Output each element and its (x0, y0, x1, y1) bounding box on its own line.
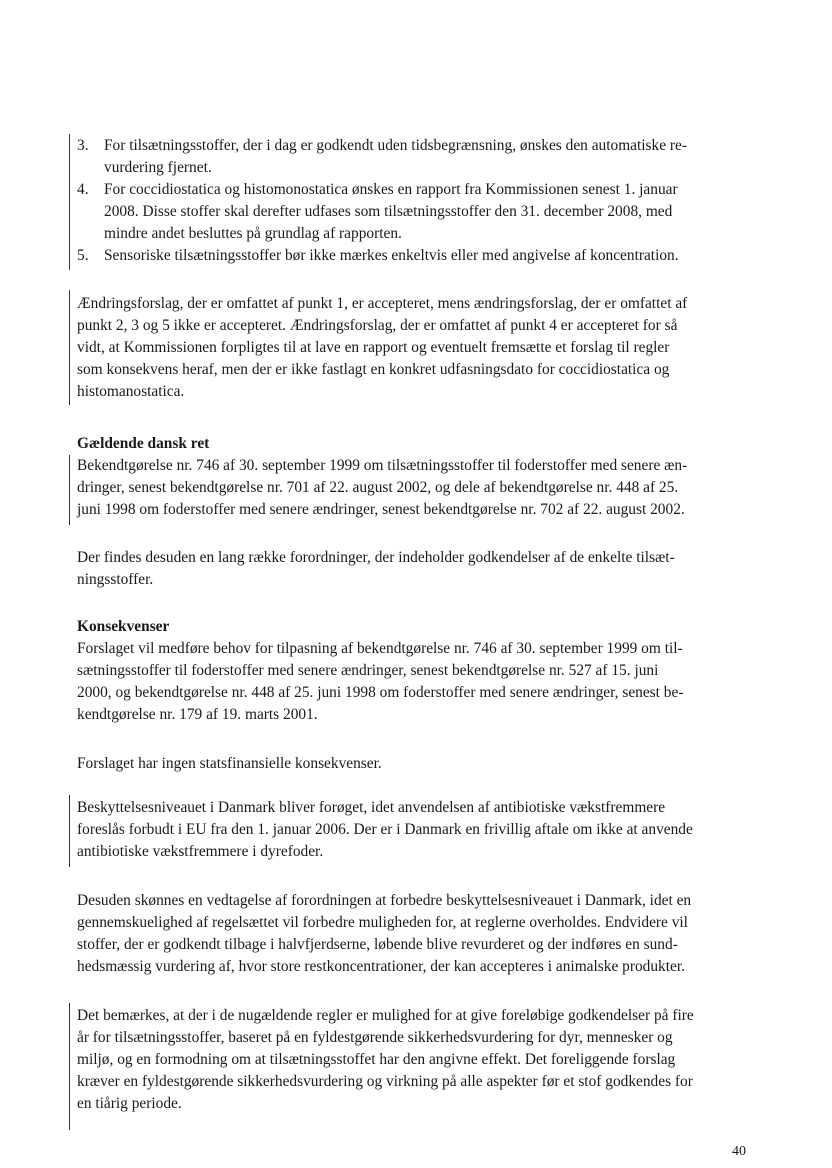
text-line: Bekendtgørelse nr. 746 af 30. september 1999 om tilsætningsstoffer til foderstoffer med senere æn- (77, 457, 688, 474)
change-bar (69, 1003, 70, 1130)
paragraph-beskyttelse (77, 797, 749, 863)
list-item (77, 245, 749, 267)
text-line: foreslås forbudt i EU fra den 1. januar 2006. Der er i Danmark en frivillig aftale om ikke at anvende (77, 821, 693, 838)
paragraph-bemaerkes (77, 1005, 749, 1115)
text-line: en tiårig periode. (77, 1095, 182, 1112)
section-heading: Konsekvenser (77, 618, 170, 635)
text-line: dringer, senest bekendtgørelse nr. 701 af 22. august 2002, og dele af bekendtgørelse nr. 448 af 25. (77, 479, 679, 496)
section-gaeldende (77, 433, 749, 521)
change-bar (69, 795, 70, 867)
paragraph-forordninger (77, 547, 749, 591)
text-line: 2000, og bekendtgørelse nr. 448 af 25. juni 1998 om foderstoffer med senere ændringer, senest be- (77, 684, 684, 701)
text-line: hedsmæssig vurdering af, hvor store restkoncentrationer, der kan accepteres i animalske produkter. (77, 958, 685, 975)
text-line: For coccidiostatica og histomonostatica ønskes en rapport fra Kommissionen senest 1. januar (104, 181, 678, 198)
text-line: år for tilsætningsstoffer, baseret på en fyldestgørende sikkerhedsvurdering for dyr, mennesker og (77, 1029, 673, 1046)
list-item (77, 135, 749, 179)
text-line: ningsstoffer. (77, 571, 154, 588)
text-line: miljø, og en formodning om at tilsætningsstoffet har den angivne effekt. Det foreliggende forslag (77, 1051, 676, 1068)
text-line: som konsekvens heraf, men der er ikke fastlagt en konkret udfasningsdato for coccidiostatica og (77, 361, 670, 378)
list-item (77, 179, 749, 245)
text-line: kendtgørelse nr. 179 af 19. marts 2001. (77, 706, 318, 723)
text-line: kræver en fyldestgørende sikkerhedsvurdering og virkning på alle aspekter før et stof godkendes for (77, 1073, 693, 1090)
text-line: vidt, at Kommissionen forpligtes til at lave en rapport og eventuelt fremsætte et forslag til regler (77, 339, 670, 356)
text-line: Sensoriske tilsætningsstoffer bør ikke mærkes enkeltvis eller med angivelse af koncentration. (104, 247, 679, 264)
text-line: 2008. Disse stoffer skal derefter udfases som tilsætningsstoffer den 31. december 2008, med (104, 203, 673, 220)
change-bar (69, 134, 70, 270)
text-line: mindre andet besluttes på grundlag af rapporten. (104, 225, 402, 242)
change-bar (69, 455, 70, 525)
section-heading: Gældende dansk ret (77, 435, 210, 452)
text-line: histomanostatica. (77, 383, 185, 400)
text-line: Desuden skønnes en vedtagelse af forordningen at forbedre beskyttelsesniveauet i Danmark, idet en (77, 892, 692, 909)
text-line: Forslaget vil medføre behov for tilpasning af bekendtgørelse nr. 746 af 30. september 1999 om til- (77, 640, 683, 657)
text-line: Det bemærkes, at der i de nugældende regler er mulighed for at give foreløbige godkendelser på fire (77, 1007, 694, 1024)
text-line: juni 1998 om foderstoffer med senere ændringer, senest bekendtgørelse nr. 702 af 22. august 2002. (77, 501, 685, 518)
paragraph-statsfinansielle (77, 753, 749, 775)
text-line: sætningsstoffer til foderstoffer med senere ændringer, senest bekendtgørelse nr. 527 af 15. juni (77, 662, 659, 679)
paragraph-desuden (77, 890, 749, 978)
change-bar (69, 290, 70, 405)
page-number: 40 (732, 1144, 746, 1159)
text-line: Forslaget har ingen statsfinansielle konsekvenser. (77, 755, 382, 772)
section-konsekvenser (77, 616, 749, 726)
list-number: 5. (77, 247, 89, 264)
text-line: Der findes desuden en lang række forordninger, der indeholder godkendelser af de enkelte tilsæt- (77, 549, 675, 566)
text-line: For tilsætningsstoffer, der i dag er godkendt uden tidsbegrænsning, ønskes den automatiske re- (104, 137, 687, 154)
text-line: stoffer, der er godkendt tilbage i halvfjerdserne, løbende blive revurderet og der indføres en sund- (77, 936, 678, 953)
text-line: Ændringsforslag, der er omfattet af punkt 1, er accepteret, mens ændringsforslag, der er omfattet af (77, 295, 688, 312)
numbered-list (77, 135, 749, 267)
list-number: 4. (77, 181, 89, 198)
text-line: Beskyttelsesniveauet i Danmark bliver forøget, idet anvendelsen af antibiotiske vækstfremmere (77, 799, 666, 816)
paragraph-aendringsforslag (77, 293, 749, 403)
text-line: punkt 2, 3 og 5 ikke er accepteret. Ændringsforslag, der er omfattet af punkt 4 er accepteret for så (77, 317, 678, 334)
text-line: gennemskuelighed af regelsættet vil forbedre muligheden for, at reglerne overholdes. Endvidere vil (77, 914, 688, 931)
list-number: 3. (77, 137, 89, 154)
text-line: antibiotiske vækstfremmere i dyrefoder. (77, 843, 324, 860)
text-line: vurdering fjernet. (104, 159, 212, 176)
